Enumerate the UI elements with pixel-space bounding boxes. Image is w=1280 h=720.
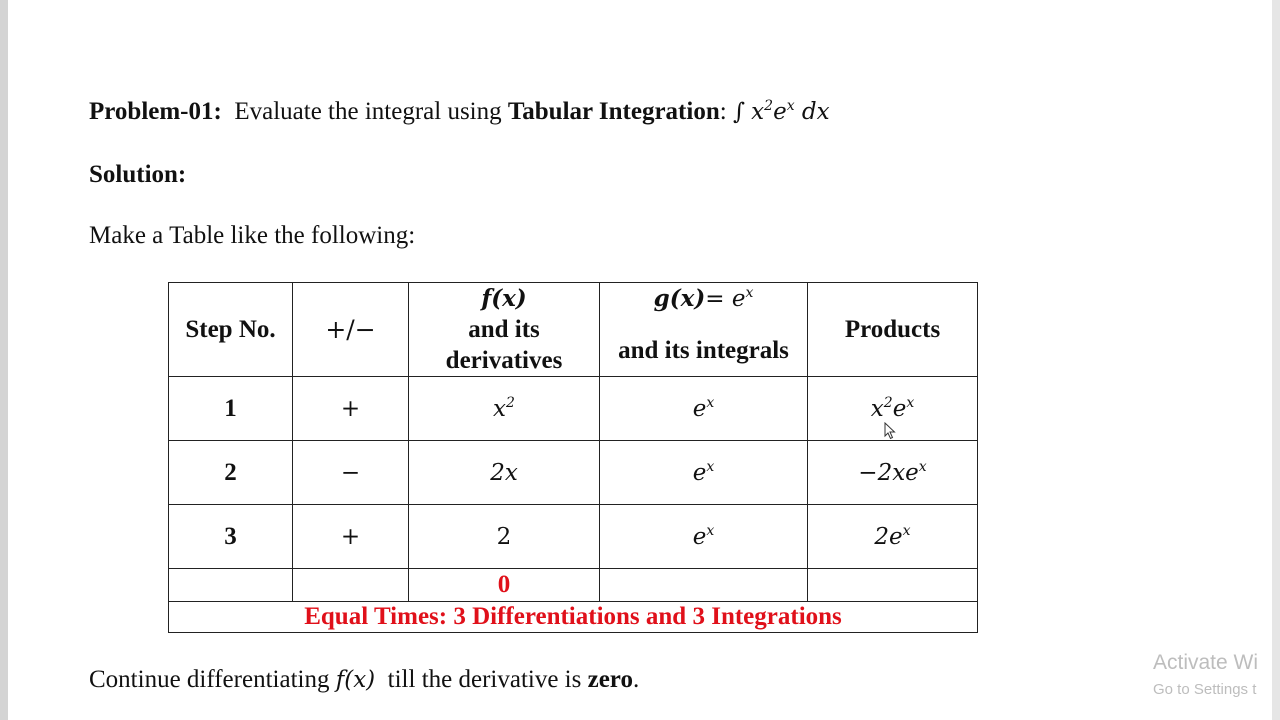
g-cell: $e^x$ [600,377,808,441]
product-cell: $2e^x$ [808,505,978,569]
header-f-sub2: derivatives [445,347,563,374]
f-cell: $x^2$ [409,377,600,441]
header-g-exp: $e^x$ [731,285,754,312]
mouse-pointer-icon [884,422,896,440]
equal-times-note: Equal Times: 3 Differentiations and 3 Integrations [169,602,978,633]
tabular-integration-table [168,282,978,633]
integral-sign: ∫ [732,99,745,125]
solution-label: Solution: [89,161,187,188]
problem-label: Problem-01: [89,98,222,125]
table-instruction: Make a Table like the following: [89,222,416,249]
f-cell: 2 [409,505,600,569]
header-sign: +/− [293,283,409,377]
g-cell: $e^x$ [600,505,808,569]
table-row [169,505,978,569]
table-row [169,377,978,441]
header-g-sub: and its integrals [618,337,789,364]
problem-text: Evaluate the integral using [234,98,502,125]
table-row [169,441,978,505]
header-step: Step No. [169,283,293,377]
step-cell: 2 [169,441,293,505]
left-edge-bar [0,0,8,720]
windows-activation-watermark [1153,651,1258,698]
product-cell: $-2xe^x$ [808,441,978,505]
header-f-sub1: and its [468,316,540,343]
header-f [409,283,600,377]
right-edge-bar [1272,0,1280,720]
table-header-row [169,283,978,377]
final-derivative-zero: 0 [409,569,600,602]
final-derivative-row [169,569,978,602]
continue-statement: Continue differentiating f(x) till the derivative is zero. [89,666,640,693]
f-cell: 2x [409,441,600,505]
step-cell: 3 [169,505,293,569]
watermark-line1: Activate Wi [1153,651,1259,674]
header-g: $g(x)= e^x$ and its integrals [600,283,808,377]
problem-method: Tabular Integration [507,98,720,125]
sign-cell: + [293,377,409,441]
header-products: Products [808,283,978,377]
g-cell: $e^x$ [600,441,808,505]
integrand: $x^2e^x$ dx [751,98,830,125]
continue-fx: f(x) [335,667,376,693]
header-f-func: f(x) [481,285,527,312]
sign-cell: − [293,441,409,505]
problem-statement [89,98,830,126]
product-cell: $x^2e^x$ [808,377,978,441]
table-footer-row [169,602,978,633]
sign-cell: + [293,505,409,569]
watermark-line2: Go to Settings t [1153,681,1257,698]
header-g-func: g(x) [653,285,706,312]
step-cell: 1 [169,377,293,441]
continue-zero: zero [587,666,633,693]
problem-colon: : [719,98,727,125]
